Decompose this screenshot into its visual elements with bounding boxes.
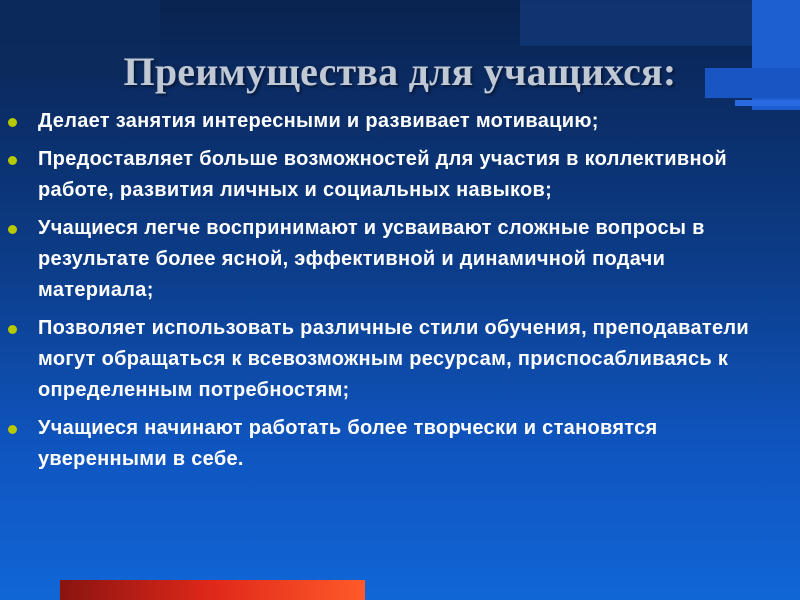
bullet-dot-icon xyxy=(8,156,17,165)
list-item xyxy=(8,144,778,206)
list-item-text: Позволяет использовать различные стили обучения, преподаватели могут обращаться к всевозможным ресурсам, приспосабливаясь к определенным потребностям; xyxy=(38,317,750,401)
list-item xyxy=(8,313,778,406)
bullet-dot-icon xyxy=(8,325,17,334)
list-item-text: Учащиеся начинают работать более творчески и становятся уверенными в себе. xyxy=(38,417,658,470)
list-item xyxy=(8,106,778,137)
bullet-dot-icon xyxy=(8,425,17,434)
slide-title: Преимущества для учащихся: xyxy=(123,49,677,94)
bullet-dot-icon xyxy=(8,225,17,234)
list-item-text: Предоставляет больше возможностей для участия в коллективной работе, развития личных и социальных навыков; xyxy=(38,148,727,201)
list-item-text: Делает занятия интересными и развивает мотивацию; xyxy=(38,110,599,132)
list-item xyxy=(8,213,778,306)
bullet-list xyxy=(8,106,778,482)
list-item xyxy=(8,413,778,475)
bullet-dot-icon xyxy=(8,118,17,127)
decorative-red-bar xyxy=(60,580,365,600)
list-item-text: Учащиеся легче воспринимают и усваивают сложные вопросы в результате более ясной, эффективной и динамичной подачи материала; xyxy=(38,217,705,301)
